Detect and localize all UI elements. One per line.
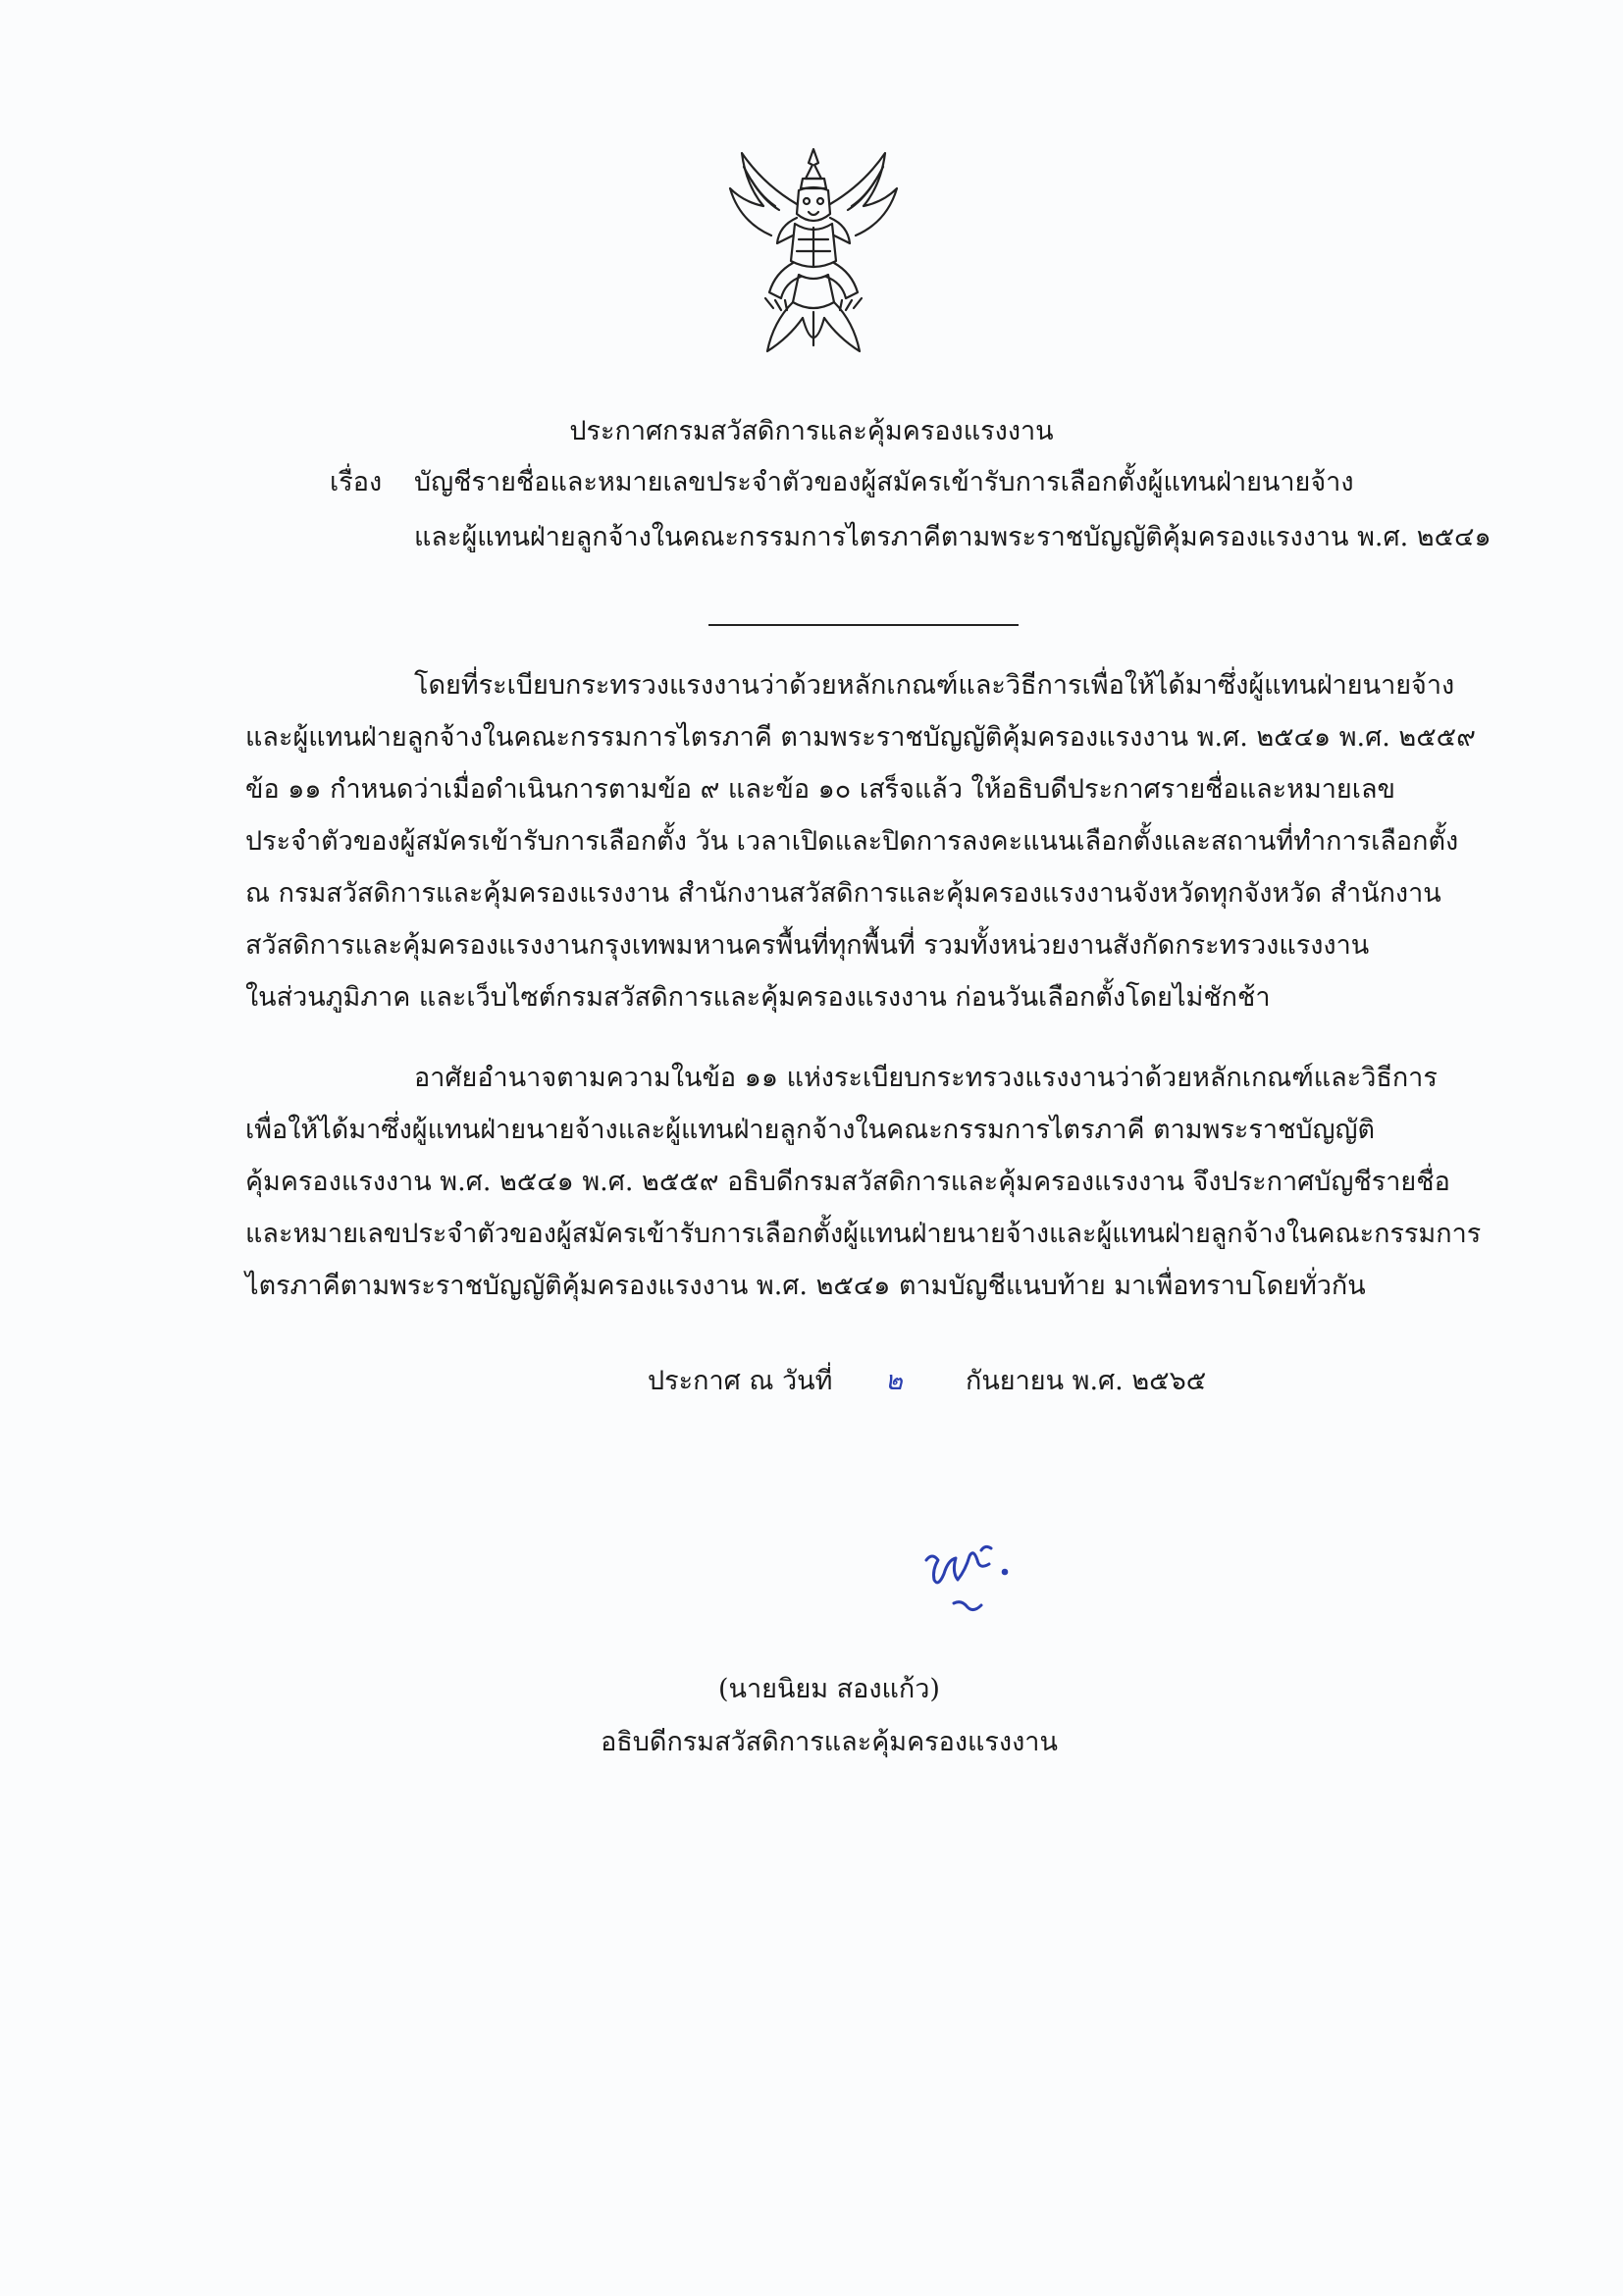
date-month-year: กันยายน พ.ศ. ๒๕๖๕ [966, 1366, 1207, 1396]
paragraph-2-line: และหมายเลขประจำตัวของผู้สมัครเข้ารับการเลือกตั้งผู้แทนฝ่ายนายจ้างและผู้แทนฝ่ายลูกจ้างในคณะกรรมการ [245, 1219, 1482, 1249]
paragraph-2-line: ไตรภาคีตามพระราชบัญญัติคุ้มครองแรงงาน พ.ศ. ๒๕๔๑ ตามบัญชีแนบท้าย มาเพื่อทราบโดยทั่วกัน [245, 1271, 1366, 1301]
subject-line-1: บัญชีรายชื่อและหมายเลขประจำตัวของผู้สมัครเข้ารับการเลือกตั้งผู้แทนฝ่ายนายจ้าง [414, 467, 1354, 497]
date-prefix: ประกาศ ณ วันที่ [648, 1366, 833, 1396]
garuda-emblem-icon [724, 145, 903, 359]
paragraph-1-line: และผู้แทนฝ่ายลูกจ้างในคณะกรรมการไตรภาคี ตามพระราชบัญญัติคุ้มครองแรงงาน พ.ศ. ๒๕๔๑ พ.ศ. ๒๕๕๙ [245, 722, 1476, 753]
body-paragraph-1 [245, 659, 1476, 1023]
signer-name: (นายนิยม สองแก้ว) [718, 1674, 940, 1704]
body-paragraph-2 [245, 1052, 1482, 1312]
paragraph-1-line: สวัสดิการและคุ้มครองแรงงานกรุงเทพมหานครพื้นที่ทุกพื้นที่ รวมทั้งหน่วยงานสังกัดกระทรวงแรงงาน [245, 930, 1370, 961]
paragraph-2-line: อาศัยอำนาจตามความในข้อ ๑๑ แห่งระเบียบกระทรวงแรงงานว่าด้วยหลักเกณฑ์และวิธีการ [414, 1063, 1438, 1093]
date-day: ๒ [885, 1366, 903, 1396]
signature-mark [913, 1531, 1030, 1629]
paragraph-2-line: เพื่อให้ได้มาซึ่งผู้แทนฝ่ายนายจ้างและผู้แทนฝ่ายลูกจ้างในคณะกรรมการไตรภาคี ตามพระราชบัญญัติ [245, 1115, 1376, 1145]
signer-position: อธิบดีกรมสวัสดิการและคุ้มครองแรงงาน [601, 1727, 1058, 1757]
paragraph-1-line: ประจำตัวของผู้สมัครเข้ารับการเลือกตั้ง วัน เวลาเปิดและปิดการลงคะแนนเลือกตั้งและสถานที่ทำการเลือกตั้ง [245, 826, 1459, 857]
paragraph-2-line: คุ้มครองแรงงาน พ.ศ. ๒๕๔๑ พ.ศ. ๒๕๕๙ อธิบดีกรมสวัสดิการและคุ้มครองแรงงาน จึงประกาศบัญชีรายชื่อ [245, 1167, 1450, 1197]
announcement-title: ประกาศกรมสวัสดิการและคุ้มครองแรงงาน [569, 416, 1054, 446]
paragraph-1-line: ในส่วนภูมิภาค และเว็บไซต์กรมสวัสดิการและคุ้มครองแรงงาน ก่อนวันเลือกตั้งโดยไม่ชักช้า [245, 982, 1271, 1013]
paragraph-1-line: โดยที่ระเบียบกระทรวงแรงงานว่าด้วยหลักเกณฑ์และวิธีการเพื่อให้ได้มาซึ่งผู้แทนฝ่ายนายจ้าง [414, 670, 1455, 701]
paragraph-1-line: ข้อ ๑๑ กำหนดว่าเมื่อดำเนินการตามข้อ ๙ และข้อ ๑๐ เสร็จแล้ว ให้อธิบดีประกาศรายชื่อและหมายเลข [245, 774, 1395, 805]
title-divider [708, 624, 1019, 626]
paragraph-1-line: ณ กรมสวัสดิการและคุ้มครองแรงงาน สำนักงานสวัสดิการและคุ้มครองแรงงานจังหวัดทุกจังหวัด สำนักงาน [245, 878, 1441, 909]
subject-label: เรื่อง [330, 467, 383, 497]
subject-line-2: และผู้แทนฝ่ายลูกจ้างในคณะกรรมการไตรภาคีตามพระราชบัญญัติคุ้มครองแรงงาน พ.ศ. ๒๕๔๑ [414, 522, 1492, 552]
